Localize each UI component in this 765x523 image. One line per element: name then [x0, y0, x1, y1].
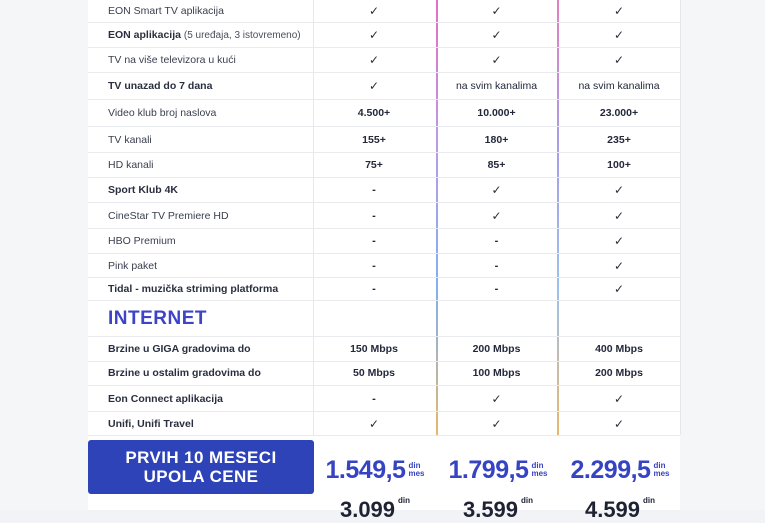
page-margin-right: [680, 0, 765, 510]
dash-icon: -: [372, 184, 376, 196]
table-row: [88, 153, 680, 178]
price-unit: [408, 462, 424, 478]
check-icon: ✓: [613, 4, 625, 18]
promo-line-2: UPOLA CENE: [143, 467, 259, 486]
check-icon: ✓: [491, 208, 502, 223]
feature-label: TV na više televizora u kući: [108, 54, 236, 66]
section-heading-internet: INTERNET: [108, 308, 207, 329]
feature-value: 180+: [484, 133, 509, 146]
regular-price-unit: din: [521, 496, 534, 505]
price-unit-period: mes: [408, 469, 425, 478]
feature-label-text: EON aplikacija: [108, 29, 181, 41]
check-icon: ✓: [613, 183, 625, 197]
feature-value: 155+: [362, 133, 386, 146]
feature-value: 400 Mbps: [595, 343, 643, 355]
table-row: [88, 412, 680, 436]
regular-price-unit: din: [398, 496, 411, 505]
feature-value: 10.000+: [477, 107, 516, 119]
price-unit: [531, 462, 547, 478]
dash-icon: -: [372, 235, 376, 247]
regular-price-value: 3.099: [339, 497, 396, 522]
feature-label: HBO Premium: [108, 235, 176, 247]
feature-label: HD kanali: [108, 159, 154, 171]
price-unit-period: mes: [653, 469, 670, 478]
feature-value: 200 Mbps: [595, 367, 643, 379]
table-row: [88, 229, 680, 254]
feature-label: Brzine u GIGA gradovima do: [108, 343, 251, 355]
price-unit-currency: din: [653, 461, 666, 470]
table-row: [88, 278, 680, 301]
column-divider: [680, 0, 681, 435]
feature-label: Brzine u ostalim gradovima do: [108, 367, 261, 379]
feature-label: [108, 23, 301, 47]
feature-value: 100 Mbps: [472, 367, 521, 379]
feature-value: 100+: [607, 159, 631, 171]
regular-price-value: 4.599: [584, 497, 641, 522]
check-icon: ✓: [613, 282, 625, 296]
table-row: [88, 48, 680, 73]
feature-label: Video klub broj naslova: [108, 107, 217, 119]
feature-value: 85+: [487, 159, 506, 171]
table-row: [88, 386, 680, 412]
regular-price-value: 3.599: [462, 497, 519, 522]
feature-label: Sport Klub 4K: [108, 184, 178, 196]
price-unit: [653, 462, 669, 478]
dash-icon: -: [372, 283, 376, 295]
check-icon: ✓: [368, 28, 380, 42]
price-unit-currency: din: [531, 461, 544, 470]
feature-value: na svim kanalima: [455, 80, 538, 92]
regular-price-package-3: [560, 497, 680, 521]
check-icon: ✓: [613, 28, 625, 42]
dash-icon: -: [372, 209, 376, 222]
page-margin-left: [0, 0, 88, 510]
check-icon: ✓: [613, 416, 625, 431]
check-icon: ✓: [613, 208, 625, 223]
price-unit-currency: din: [408, 461, 421, 470]
feature-label: TV kanali: [108, 133, 152, 146]
feature-label: CineStar TV Premiere HD: [108, 209, 229, 222]
check-icon: ✓: [613, 391, 625, 406]
feature-value: 50 Mbps: [352, 367, 395, 379]
check-icon: ✓: [491, 183, 502, 197]
check-icon: ✓: [368, 79, 380, 93]
price-package-2: [438, 452, 558, 488]
table-row: [88, 361, 680, 386]
dash-icon: -: [494, 259, 499, 272]
feature-value: 235+: [607, 133, 631, 146]
feature-note: (5 uređaja, 3 istovremeno): [183, 29, 301, 41]
table-row: [88, 100, 680, 127]
feature-label: TV unazad do 7 dana: [108, 80, 213, 92]
check-icon: ✓: [368, 53, 380, 67]
price-package-1: [314, 452, 436, 488]
feature-value: na svim kanalima: [578, 80, 660, 92]
check-icon: ✓: [491, 391, 502, 406]
table-row: [88, 73, 680, 100]
promo-banner: [88, 440, 314, 494]
feature-value: 23.000+: [599, 107, 639, 119]
price-value: 2.299,5: [570, 455, 651, 484]
price-value: 1.549,5: [325, 455, 406, 484]
promo-line-1: PRVIH 10 MESECI: [125, 448, 277, 467]
dash-icon: -: [494, 235, 499, 247]
table-row: [88, 23, 680, 48]
feature-value: 150 Mbps: [350, 343, 398, 355]
check-icon: ✓: [491, 28, 502, 42]
check-icon: ✓: [491, 53, 502, 67]
dash-icon: -: [494, 283, 499, 295]
feature-label: Unifi, Unifi Travel: [108, 417, 194, 430]
table-row: [88, 127, 680, 153]
dash-icon: -: [372, 392, 376, 405]
table-row: [88, 254, 680, 278]
check-icon: ✓: [368, 4, 380, 18]
check-icon: ✓: [613, 258, 625, 273]
price-package-3: [560, 452, 680, 488]
regular-price-package-2: [438, 497, 558, 521]
price-unit-period: mes: [531, 469, 548, 478]
feature-label: Eon Connect aplikacija: [108, 392, 223, 405]
check-icon: ✓: [491, 4, 502, 18]
regular-price-unit: din: [643, 496, 656, 505]
table-row: [88, 178, 680, 203]
table-row: [88, 203, 680, 229]
price-value: 1.799,5: [448, 455, 529, 484]
feature-label: Pink paket: [108, 259, 158, 272]
check-icon: ✓: [613, 234, 625, 248]
table-row: [88, 0, 680, 23]
check-icon: ✓: [491, 416, 502, 431]
table-row: [88, 336, 680, 362]
check-icon: ✓: [613, 53, 625, 67]
regular-price-package-1: [314, 497, 436, 521]
feature-value: 75+: [365, 159, 383, 171]
feature-label: EON Smart TV aplikacija: [108, 5, 224, 17]
feature-value: 4.500+: [357, 107, 391, 119]
dash-icon: -: [372, 259, 376, 272]
feature-value: 200 Mbps: [472, 343, 521, 355]
check-icon: ✓: [368, 416, 380, 431]
feature-label: Tidal - muzička striming platforma: [108, 283, 279, 295]
